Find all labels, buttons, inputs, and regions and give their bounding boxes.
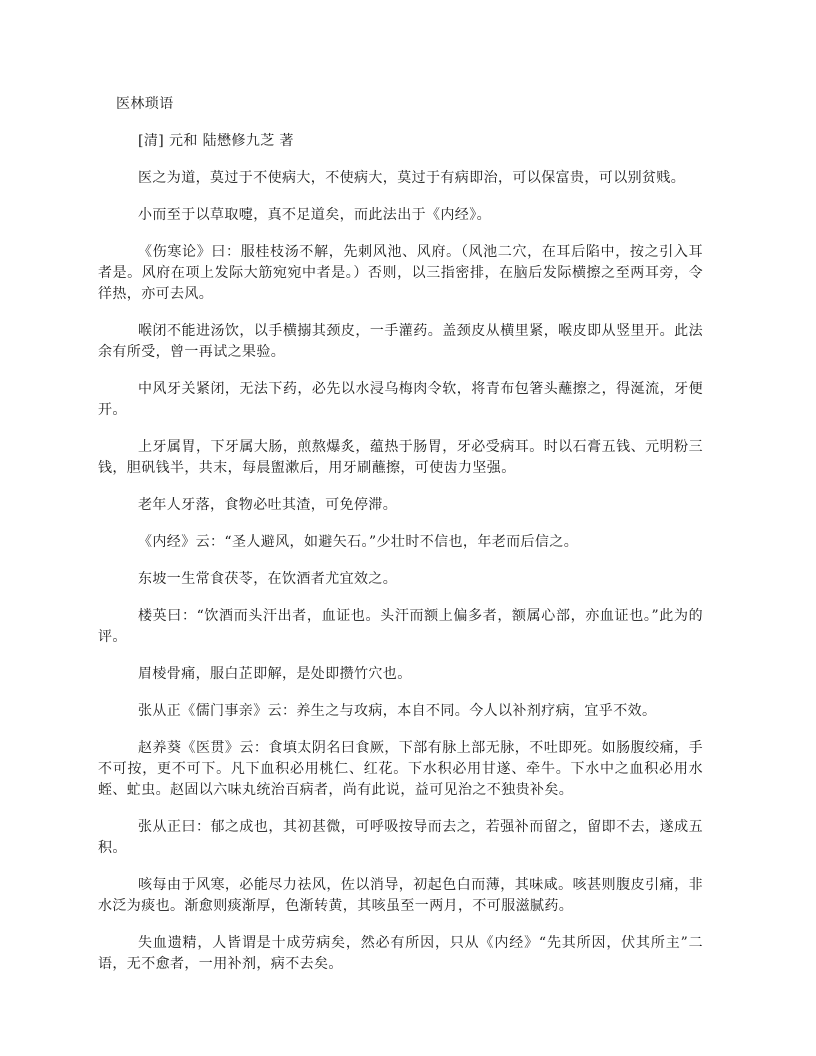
document-title: 医林琐语 — [116, 96, 174, 112]
paragraph: 眉棱骨痛，服白芷即解，是处即攒竹穴也。 — [138, 666, 412, 682]
paragraph: 小而至于以草取嚏，真不足道矣，而此法出于《内经》。 — [138, 207, 491, 223]
paragraph: 楼英曰：“饮酒而头汗出者，血证也。头汗而额上偏多者，额属心部，亦血证也。”此为的评。 — [98, 608, 703, 645]
paragraph: 上牙属胃，下牙属大肠，煎熬爆炙，蕴热于肠胃，牙必受病耳。时以石膏五钱、元明粉三钱，胆矾钱半，共末，每晨盥漱后，用牙刷蘸擦，可使齿力坚强。 — [98, 439, 703, 476]
paragraph: 《内经》云：“圣人避风，如避矢石。”少壮时不信也，年老而后信之。 — [138, 534, 579, 550]
paragraph: 老年人牙落，食物必吐其渣，可免停滞。 — [138, 497, 398, 513]
paragraph: 喉闭不能进汤饮，以手横搦其颈皮，一手灌药。盖颈皮从横里紧，喉皮即从竖里开。此法余有所受，曾一再试之果验。 — [98, 323, 703, 360]
paragraph: 失血遗精，人皆谓是十成劳病矣，然必有所因，只从《内经》“先其所因，伏其所主”二语，无不愈者，一用补剂，病不去矣。 — [98, 935, 703, 972]
paragraph: 东坡一生常食茯苓，在饮酒者尤宜效之。 — [138, 571, 398, 587]
paragraph: 张从正曰：郁之成也，其初甚微，可呼吸按导而去之，若强补而留之，留即不去，遂成五积。 — [98, 819, 703, 856]
paragraph: 《伤寒论》曰：服桂枝汤不解，先刺风池、风府。（风池二穴，在耳后陷中，按之引入耳者是。风府在项上发际大筋宛宛中者是。）否则，以三指密排，在脑后发际横擦之至两耳旁，令徉热，亦可去风。 — [98, 244, 703, 302]
paragraph: 医之为道，莫过于不使病大，不使病大，莫过于有病即治，可以保富贵，可以别贫贱。 — [138, 170, 686, 186]
paragraph: 赵养葵《医贯》云：食填太阴名曰食厥，下部有脉上部无脉，不吐即死。如肠腹绞痛，手不可按，更不可下。凡下血积必用桃仁、红花。下水积必用甘遂、牵牛。下水中之血积必用水蛭、虻虫。赵固以六味丸统治百病者，尚有此说，益可见治之不独贵补矣。 — [98, 740, 703, 798]
paragraph: 咳每由于风寒，必能尽力祛风，佐以消导，初起色白而薄，其味咸。咳甚则腹皮引痛，非水泛为痰也。渐愈则痰渐厚，色渐转黄，其咳虽至一两月，不可服滋腻药。 — [98, 877, 703, 914]
paragraph: 张从正《儒门事亲》云：养生之与攻病，本自不同。今人以补剂疗病，宜乎不效。 — [138, 703, 657, 719]
paragraph: 中风牙关紧闭，无法下药，必先以水浸乌梅肉令软，将青布包箸头蘸擦之，得涎流，牙便开。 — [98, 381, 703, 418]
author-byline: [清] 元和 陆懋修九芝 著 — [138, 133, 294, 149]
